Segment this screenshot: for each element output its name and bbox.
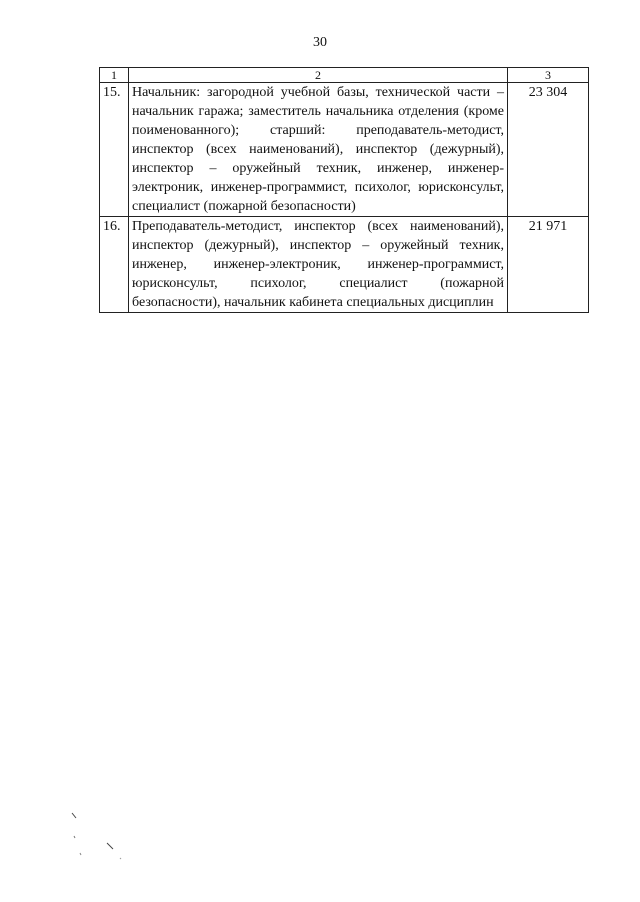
table-row: [100, 217, 589, 313]
scan-mark: [72, 813, 76, 818]
table-header-row: [100, 68, 589, 83]
page-number: 30: [313, 35, 327, 50]
scan-mark: [107, 843, 113, 849]
salary-amount: 21 971: [508, 217, 589, 313]
salary-amount: 23 304: [508, 83, 589, 217]
position-description: Начальник: загородной учебной базы, технической части – начальник гаража; заместитель начальника отделения (кроме поименованного); старший: преподаватель-методист, инспектор (всех наименований), инспектор (дежурный), инспектор – оружейный техник, инженер, инженер-электроник, инженер-программист, психолог, юрисконсульт, специалист (пожарной безопасности): [129, 83, 508, 217]
table-row: [100, 83, 589, 217]
scan-mark: [80, 853, 81, 855]
salary-table: [99, 67, 589, 313]
row-number: 15.: [100, 83, 129, 217]
row-number: 16.: [100, 217, 129, 313]
column-header-3: 3: [508, 68, 589, 83]
column-header-2: 2: [129, 68, 508, 83]
scan-mark: [120, 858, 121, 859]
scan-mark: [74, 836, 75, 838]
position-description: Преподаватель-методист, инспектор (всех наименований), инспектор (дежурный), инспектор – оружейный техник, инженер, инженер-электроник, инженер-программист, юрисконсульт, психолог, специалист (пожарной безопасности), начальник кабинета специальных дисциплин: [129, 217, 508, 313]
column-header-1: 1: [100, 68, 129, 83]
